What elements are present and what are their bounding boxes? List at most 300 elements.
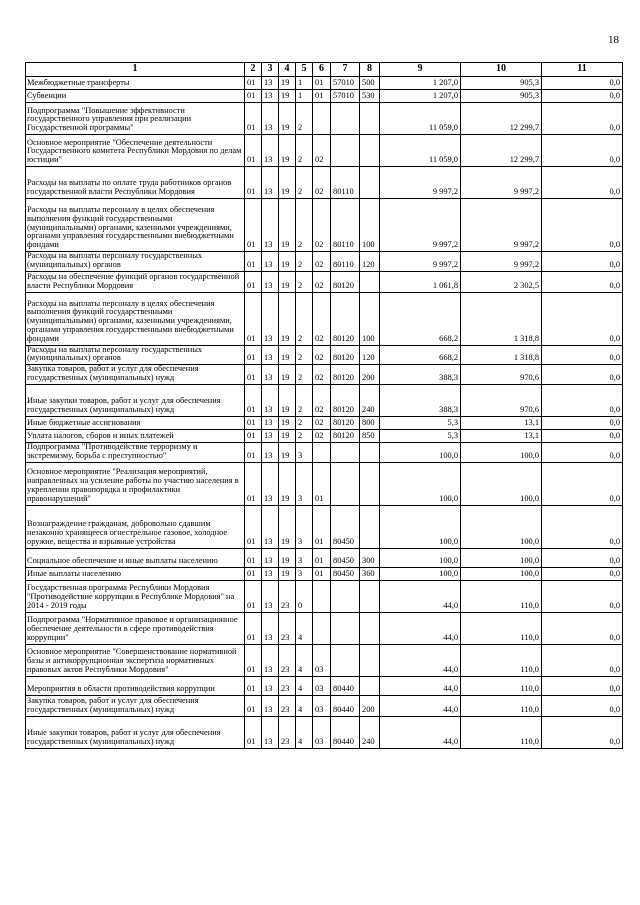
code-cell: 01 — [245, 90, 262, 103]
code-cell: 19 — [279, 77, 296, 90]
code-cell — [331, 135, 360, 167]
code-cell — [360, 644, 380, 676]
amount-cell: 100,0 — [380, 442, 461, 462]
code-cell: 19 — [279, 135, 296, 167]
code-cell: 19 — [279, 384, 296, 416]
table-row — [26, 167, 623, 199]
column-header: 5 — [296, 63, 313, 77]
amount-cell: 0,0 — [542, 103, 623, 135]
code-cell: 1 — [296, 77, 313, 90]
table-row — [26, 199, 623, 252]
code-cell: 13 — [262, 167, 279, 199]
row-name: Подпрограмма "Повышение эффективности государственного управления при реализации Государственной программы" — [26, 103, 245, 135]
amount-cell: 0,0 — [542, 271, 623, 292]
code-cell: 13 — [262, 442, 279, 462]
code-cell: 13 — [262, 612, 279, 644]
row-name: Закупка товаров, работ и услуг для обеспечения государственных (муниципальных) нужд — [26, 365, 245, 385]
code-cell — [331, 462, 360, 505]
table-row — [26, 77, 623, 90]
code-cell: 13 — [262, 505, 279, 548]
code-cell: 01 — [245, 199, 262, 252]
row-name: Расходы на обеспечение функций органов государственной власти Республики Мордовия — [26, 271, 245, 292]
amount-cell: 110,0 — [461, 676, 542, 695]
column-header: 1 — [26, 63, 245, 77]
code-cell: 23 — [279, 580, 296, 612]
amount-cell: 0,0 — [542, 90, 623, 103]
code-cell: 13 — [262, 252, 279, 272]
code-cell: 300 — [360, 548, 380, 567]
code-cell: 120 — [360, 252, 380, 272]
amount-cell: 9 997,2 — [461, 167, 542, 199]
code-cell: 19 — [279, 167, 296, 199]
table-row — [26, 644, 623, 676]
column-header: 11 — [542, 63, 623, 77]
table-row — [26, 271, 623, 292]
code-cell: 80440 — [331, 676, 360, 695]
code-cell: 02 — [313, 135, 331, 167]
code-cell — [313, 442, 331, 462]
code-cell: 02 — [313, 365, 331, 385]
amount-cell: 100,0 — [380, 505, 461, 548]
code-cell: 01 — [245, 77, 262, 90]
code-cell: 01 — [245, 505, 262, 548]
code-cell: 01 — [245, 676, 262, 695]
code-cell: 13 — [262, 345, 279, 365]
amount-cell: 388,3 — [380, 365, 461, 385]
amount-cell: 0,0 — [542, 199, 623, 252]
code-cell: 2 — [296, 416, 313, 429]
code-cell — [313, 580, 331, 612]
code-cell: 02 — [313, 384, 331, 416]
code-cell: 01 — [245, 612, 262, 644]
amount-cell: 668,2 — [380, 345, 461, 365]
code-cell: 500 — [360, 77, 380, 90]
row-name: Расходы на выплаты персоналу в целях обеспечения выполнения функций государственными (муниципальными) органами, казенными учреждениями, органами управления государственными внебюджетными фондами — [26, 292, 245, 345]
code-cell: 13 — [262, 695, 279, 716]
code-cell — [331, 103, 360, 135]
code-cell: 23 — [279, 612, 296, 644]
page-number: 18 — [608, 34, 619, 46]
code-cell: 01 — [245, 429, 262, 442]
code-cell — [360, 167, 380, 199]
amount-cell: 0,0 — [542, 429, 623, 442]
code-cell: 01 — [313, 90, 331, 103]
code-cell: 3 — [296, 462, 313, 505]
code-cell: 360 — [360, 567, 380, 580]
amount-cell: 12 299,7 — [461, 135, 542, 167]
table-row — [26, 90, 623, 103]
row-name: Расходы на выплаты по оплате труда работников органов государственной власти Республики Мордовия — [26, 167, 245, 199]
amount-cell: 110,0 — [461, 716, 542, 748]
header-row — [26, 63, 623, 77]
code-cell: 13 — [262, 77, 279, 90]
code-cell: 01 — [313, 548, 331, 567]
amount-cell: 0,0 — [542, 580, 623, 612]
code-cell: 01 — [245, 271, 262, 292]
row-name: Межбюджетные трансферты — [26, 77, 245, 90]
amount-cell: 0,0 — [542, 505, 623, 548]
code-cell: 13 — [262, 676, 279, 695]
code-cell: 01 — [313, 567, 331, 580]
code-cell: 13 — [262, 644, 279, 676]
amount-cell: 0,0 — [542, 462, 623, 505]
code-cell — [313, 612, 331, 644]
amount-cell: 100,0 — [461, 442, 542, 462]
amount-cell: 0,0 — [542, 442, 623, 462]
code-cell — [360, 135, 380, 167]
code-cell: 01 — [245, 292, 262, 345]
amount-cell: 0,0 — [542, 612, 623, 644]
code-cell: 530 — [360, 90, 380, 103]
code-cell: 01 — [313, 462, 331, 505]
code-cell: 01 — [245, 644, 262, 676]
code-cell: 03 — [313, 676, 331, 695]
code-cell: 80120 — [331, 429, 360, 442]
amount-cell: 13,1 — [461, 416, 542, 429]
amount-cell: 905,3 — [461, 77, 542, 90]
amount-cell: 9 997,2 — [461, 199, 542, 252]
amount-cell: 1 318,8 — [461, 292, 542, 345]
table-row — [26, 135, 623, 167]
amount-cell: 13,1 — [461, 429, 542, 442]
code-cell: 01 — [245, 365, 262, 385]
code-cell: 01 — [245, 135, 262, 167]
code-cell: 02 — [313, 416, 331, 429]
code-cell — [331, 612, 360, 644]
amount-cell: 0,0 — [542, 292, 623, 345]
code-cell: 3 — [296, 442, 313, 462]
amount-cell: 5,3 — [380, 416, 461, 429]
table-row — [26, 567, 623, 580]
row-name: Основное мероприятие "Совершенствование нормативной базы и антикоррупционная экспертиза нормативных правовых актов Республики Мордовия" — [26, 644, 245, 676]
table-row — [26, 292, 623, 345]
code-cell: 02 — [313, 429, 331, 442]
code-cell: 80450 — [331, 548, 360, 567]
code-cell: 2 — [296, 199, 313, 252]
code-cell: 2 — [296, 252, 313, 272]
amount-cell: 100,0 — [461, 505, 542, 548]
row-name: Иные закупки товаров, работ и услуг для обеспечения государственных (муниципальных) нужд — [26, 716, 245, 748]
row-name: Вознаграждение гражданам, добровольно сдавшим незаконно хранящееся огнестрельное газовое, холодное оружие, вещества и взрывные устройства — [26, 505, 245, 548]
code-cell: 57010 — [331, 77, 360, 90]
code-cell: 01 — [313, 77, 331, 90]
row-name: Закупка товаров, работ и услуг для обеспечения государственных (муниципальных) нужд — [26, 695, 245, 716]
row-name: Социальное обеспечение и иные выплаты населению — [26, 548, 245, 567]
table-row — [26, 612, 623, 644]
code-cell: 2 — [296, 135, 313, 167]
amount-cell: 0,0 — [542, 77, 623, 90]
code-cell — [360, 505, 380, 548]
code-cell: 03 — [313, 644, 331, 676]
code-cell: 80440 — [331, 716, 360, 748]
table-row — [26, 676, 623, 695]
code-cell: 80110 — [331, 199, 360, 252]
table-row — [26, 548, 623, 567]
code-cell: 80440 — [331, 695, 360, 716]
code-cell: 57010 — [331, 90, 360, 103]
amount-cell: 668,2 — [380, 292, 461, 345]
code-cell: 19 — [279, 505, 296, 548]
table-row — [26, 442, 623, 462]
amount-cell: 11 059,0 — [380, 135, 461, 167]
amount-cell: 44,0 — [380, 676, 461, 695]
amount-cell: 9 997,2 — [380, 199, 461, 252]
code-cell: 01 — [245, 580, 262, 612]
code-cell: 4 — [296, 716, 313, 748]
amount-cell: 110,0 — [461, 580, 542, 612]
code-cell: 80120 — [331, 292, 360, 345]
code-cell: 01 — [245, 695, 262, 716]
code-cell: 01 — [245, 345, 262, 365]
amount-cell: 11 059,0 — [380, 103, 461, 135]
code-cell: 13 — [262, 429, 279, 442]
code-cell: 19 — [279, 548, 296, 567]
code-cell: 23 — [279, 716, 296, 748]
code-cell: 13 — [262, 716, 279, 748]
code-cell: 19 — [279, 365, 296, 385]
code-cell: 19 — [279, 292, 296, 345]
amount-cell: 0,0 — [542, 548, 623, 567]
code-cell: 01 — [245, 548, 262, 567]
budget-table — [25, 62, 623, 749]
table-row — [26, 462, 623, 505]
code-cell: 13 — [262, 548, 279, 567]
code-cell: 19 — [279, 199, 296, 252]
code-cell — [331, 644, 360, 676]
code-cell — [331, 580, 360, 612]
code-cell: 2 — [296, 384, 313, 416]
code-cell: 80120 — [331, 384, 360, 416]
code-cell: 80120 — [331, 271, 360, 292]
amount-cell: 0,0 — [542, 644, 623, 676]
table-row — [26, 416, 623, 429]
code-cell — [313, 103, 331, 135]
row-name: Основное мероприятие "Реализация мероприятий, направленных на усиление работы по участию населения в укреплении правопорядка и профилактики правонарушений" — [26, 462, 245, 505]
code-cell: 19 — [279, 429, 296, 442]
code-cell — [360, 103, 380, 135]
row-name: Иные выплаты населению — [26, 567, 245, 580]
column-header: 3 — [262, 63, 279, 77]
table-row — [26, 252, 623, 272]
amount-cell: 9 997,2 — [461, 252, 542, 272]
amount-cell: 1 061,8 — [380, 271, 461, 292]
amount-cell: 100,0 — [461, 462, 542, 505]
code-cell: 2 — [296, 292, 313, 345]
code-cell: 2 — [296, 345, 313, 365]
amount-cell: 0,0 — [542, 716, 623, 748]
code-cell: 80110 — [331, 252, 360, 272]
amount-cell: 970,6 — [461, 384, 542, 416]
code-cell: 03 — [313, 695, 331, 716]
code-cell: 80450 — [331, 567, 360, 580]
code-cell: 4 — [296, 644, 313, 676]
code-cell: 23 — [279, 644, 296, 676]
amount-cell: 5,3 — [380, 429, 461, 442]
code-cell — [360, 612, 380, 644]
amount-cell: 100,0 — [461, 567, 542, 580]
amount-cell: 1 207,0 — [380, 90, 461, 103]
code-cell: 13 — [262, 90, 279, 103]
amount-cell: 0,0 — [542, 345, 623, 365]
code-cell: 01 — [245, 567, 262, 580]
code-cell: 240 — [360, 716, 380, 748]
code-cell: 3 — [296, 548, 313, 567]
row-name: Подпрограмма "Нормативное правовое и организационное обеспечение деятельности в сфере противодействия коррупции" — [26, 612, 245, 644]
row-name: Субвенции — [26, 90, 245, 103]
amount-cell: 9 997,2 — [380, 252, 461, 272]
table-body — [26, 77, 623, 749]
code-cell: 2 — [296, 167, 313, 199]
amount-cell: 0,0 — [542, 365, 623, 385]
column-header: 4 — [279, 63, 296, 77]
code-cell: 80450 — [331, 505, 360, 548]
code-cell — [360, 676, 380, 695]
code-cell: 80110 — [331, 167, 360, 199]
amount-cell: 0,0 — [542, 416, 623, 429]
amount-cell: 0,0 — [542, 695, 623, 716]
amount-cell: 1 318,8 — [461, 345, 542, 365]
table-row — [26, 365, 623, 385]
amount-cell: 2 302,5 — [461, 271, 542, 292]
code-cell: 19 — [279, 567, 296, 580]
code-cell: 19 — [279, 416, 296, 429]
amount-cell: 110,0 — [461, 644, 542, 676]
code-cell: 23 — [279, 676, 296, 695]
code-cell — [360, 462, 380, 505]
code-cell: 19 — [279, 271, 296, 292]
code-cell: 80120 — [331, 365, 360, 385]
code-cell: 01 — [245, 103, 262, 135]
code-cell: 19 — [279, 252, 296, 272]
row-name: Расходы на выплаты персоналу государственных (муниципальных) органов — [26, 252, 245, 272]
column-header: 9 — [380, 63, 461, 77]
code-cell: 13 — [262, 567, 279, 580]
amount-cell: 0,0 — [542, 567, 623, 580]
code-cell: 13 — [262, 462, 279, 505]
code-cell: 100 — [360, 292, 380, 345]
code-cell: 03 — [313, 716, 331, 748]
code-cell: 19 — [279, 345, 296, 365]
code-cell: 2 — [296, 271, 313, 292]
row-name: Расходы на выплаты персоналу в целях обеспечения выполнения функций государственными (муниципальными) органами, казенными учреждениями, органами управления государственными внебюджетными фондами — [26, 199, 245, 252]
column-header: 10 — [461, 63, 542, 77]
amount-cell: 905,3 — [461, 90, 542, 103]
code-cell: 02 — [313, 345, 331, 365]
table-row — [26, 580, 623, 612]
code-cell: 4 — [296, 695, 313, 716]
code-cell: 2 — [296, 429, 313, 442]
code-cell: 240 — [360, 384, 380, 416]
row-name: Иные закупки товаров, работ и услуг для обеспечения государственных (муниципальных) нужд — [26, 384, 245, 416]
code-cell: 13 — [262, 271, 279, 292]
code-cell: 100 — [360, 199, 380, 252]
column-header: 8 — [360, 63, 380, 77]
code-cell: 13 — [262, 199, 279, 252]
amount-cell: 388,3 — [380, 384, 461, 416]
code-cell: 19 — [279, 442, 296, 462]
amount-cell: 100,0 — [380, 462, 461, 505]
code-cell: 02 — [313, 167, 331, 199]
code-cell: 01 — [313, 505, 331, 548]
table-row — [26, 695, 623, 716]
amount-cell: 12 299,7 — [461, 103, 542, 135]
table-row — [26, 429, 623, 442]
code-cell: 0 — [296, 580, 313, 612]
amount-cell: 0,0 — [542, 384, 623, 416]
code-cell: 13 — [262, 365, 279, 385]
amount-cell: 44,0 — [380, 695, 461, 716]
table-row — [26, 103, 623, 135]
amount-cell: 100,0 — [380, 548, 461, 567]
code-cell: 01 — [245, 462, 262, 505]
code-cell: 02 — [313, 292, 331, 345]
table-row — [26, 716, 623, 748]
amount-cell: 110,0 — [461, 612, 542, 644]
code-cell: 01 — [245, 167, 262, 199]
code-cell: 2 — [296, 103, 313, 135]
column-header: 7 — [331, 63, 360, 77]
code-cell: 01 — [245, 442, 262, 462]
code-cell: 13 — [262, 292, 279, 345]
table-row — [26, 345, 623, 365]
code-cell: 01 — [245, 416, 262, 429]
code-cell — [360, 271, 380, 292]
row-name: Расходы на выплаты персоналу государственных (муниципальных) органов — [26, 345, 245, 365]
code-cell: 19 — [279, 462, 296, 505]
row-name: Уплата налогов, сборов и иных платежей — [26, 429, 245, 442]
row-name: Основное мероприятие "Обеспечение деятельности Государственного комитета Республики Мордовия по делам юстиции" — [26, 135, 245, 167]
amount-cell: 970,6 — [461, 365, 542, 385]
amount-cell: 110,0 — [461, 695, 542, 716]
amount-cell: 44,0 — [380, 644, 461, 676]
code-cell: 850 — [360, 429, 380, 442]
code-cell: 2 — [296, 365, 313, 385]
amount-cell: 100,0 — [380, 567, 461, 580]
amount-cell: 44,0 — [380, 580, 461, 612]
code-cell: 01 — [245, 252, 262, 272]
row-name: Государственная программа Республики Мордовия "Противодействие коррупции в Республике Мордовия" на 2014 - 2019 годы — [26, 580, 245, 612]
code-cell: 02 — [313, 199, 331, 252]
code-cell: 13 — [262, 135, 279, 167]
code-cell: 13 — [262, 580, 279, 612]
code-cell: 200 — [360, 695, 380, 716]
code-cell: 13 — [262, 384, 279, 416]
code-cell: 3 — [296, 505, 313, 548]
amount-cell: 0,0 — [542, 676, 623, 695]
row-name: Мероприятия в области противодействия коррупции — [26, 676, 245, 695]
amount-cell: 100,0 — [461, 548, 542, 567]
code-cell: 02 — [313, 271, 331, 292]
code-cell: 19 — [279, 90, 296, 103]
code-cell: 23 — [279, 695, 296, 716]
amount-cell: 44,0 — [380, 612, 461, 644]
code-cell: 120 — [360, 345, 380, 365]
row-name: Подпрограмма "Противодействие терроризму и экстремизму, борьба с преступностью" — [26, 442, 245, 462]
table-row — [26, 384, 623, 416]
code-cell: 800 — [360, 416, 380, 429]
row-name: Иные бюджетные ассигнования — [26, 416, 245, 429]
code-cell: 19 — [279, 103, 296, 135]
code-cell: 01 — [245, 384, 262, 416]
code-cell: 4 — [296, 676, 313, 695]
code-cell: 1 — [296, 90, 313, 103]
table-row — [26, 505, 623, 548]
code-cell: 01 — [245, 716, 262, 748]
code-cell — [331, 442, 360, 462]
code-cell: 80120 — [331, 416, 360, 429]
column-header: 2 — [245, 63, 262, 77]
code-cell: 80120 — [331, 345, 360, 365]
